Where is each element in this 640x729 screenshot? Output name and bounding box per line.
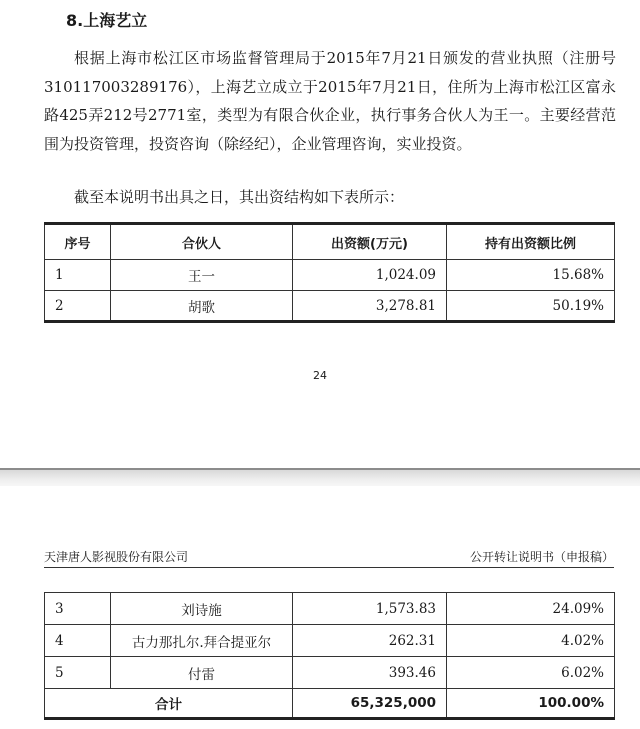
page-number: 24 xyxy=(313,369,327,382)
row-amount: 1,573.83 xyxy=(293,593,447,625)
row-amount: 1,024.09 xyxy=(293,260,447,291)
row-ratio: 15.68% xyxy=(447,260,615,291)
total-amount: 65,325,000 xyxy=(293,689,447,719)
capital-structure-table-part1 xyxy=(44,222,615,323)
row-amount: 262.31 xyxy=(293,625,447,657)
row-amount: 393.46 xyxy=(293,657,447,689)
table-header-row xyxy=(45,224,615,260)
row-no: 2 xyxy=(45,291,111,322)
total-label: 合计 xyxy=(45,689,293,719)
company-description: 根据上海市松江区市场监督管理局于2015年7月21日颁发的营业执照（注册号310117003289176），上海艺立成立于2015年7月21日，住所为上海市松江区富永路425弄212号2771室，类型为有限合伙企业，执行事务合伙人为王一。主要经营范围为投资管理，投资咨询（除经纪），企业管理咨询，实业投资。 xyxy=(44,49,616,153)
total-ratio: 100.00% xyxy=(447,689,615,719)
row-ratio: 50.19% xyxy=(447,291,615,322)
row-partner: 胡歌 xyxy=(111,291,293,322)
table-row xyxy=(45,291,615,322)
header-no: 序号 xyxy=(45,224,111,260)
row-partner: 付雷 xyxy=(111,657,293,689)
row-no: 4 xyxy=(45,625,111,657)
page-header-document: 公开转让说明书（申报稿） xyxy=(469,550,614,564)
table-row xyxy=(45,657,615,689)
header-partner: 合伙人 xyxy=(111,224,293,260)
capital-structure-table-part2 xyxy=(44,592,615,720)
header-amount: 出资额(万元) xyxy=(293,224,447,260)
row-partner: 王一 xyxy=(111,260,293,291)
row-ratio: 6.02% xyxy=(447,657,615,689)
row-amount: 3,278.81 xyxy=(293,291,447,322)
page-header-company: 天津唐人影视股份有限公司 xyxy=(44,550,189,564)
table-intro: 截至本说明书出具之日，其出资结构如下表所示： xyxy=(74,188,405,206)
header-ratio: 持有出资额比例 xyxy=(447,224,615,260)
page-separator xyxy=(0,470,640,486)
row-no: 1 xyxy=(45,260,111,291)
total-row xyxy=(45,689,615,719)
row-partner: 古力那扎尔.拜合提亚尔 xyxy=(111,625,293,657)
table-row xyxy=(45,625,615,657)
row-no: 5 xyxy=(45,657,111,689)
row-ratio: 24.09% xyxy=(447,593,615,625)
row-no: 3 xyxy=(45,593,111,625)
table-row xyxy=(45,260,615,291)
page-header-rule xyxy=(44,567,614,568)
section-title: 8.上海艺立 xyxy=(66,11,148,30)
row-partner: 刘诗施 xyxy=(111,593,293,625)
row-ratio: 4.02% xyxy=(447,625,615,657)
table-row xyxy=(45,593,615,625)
